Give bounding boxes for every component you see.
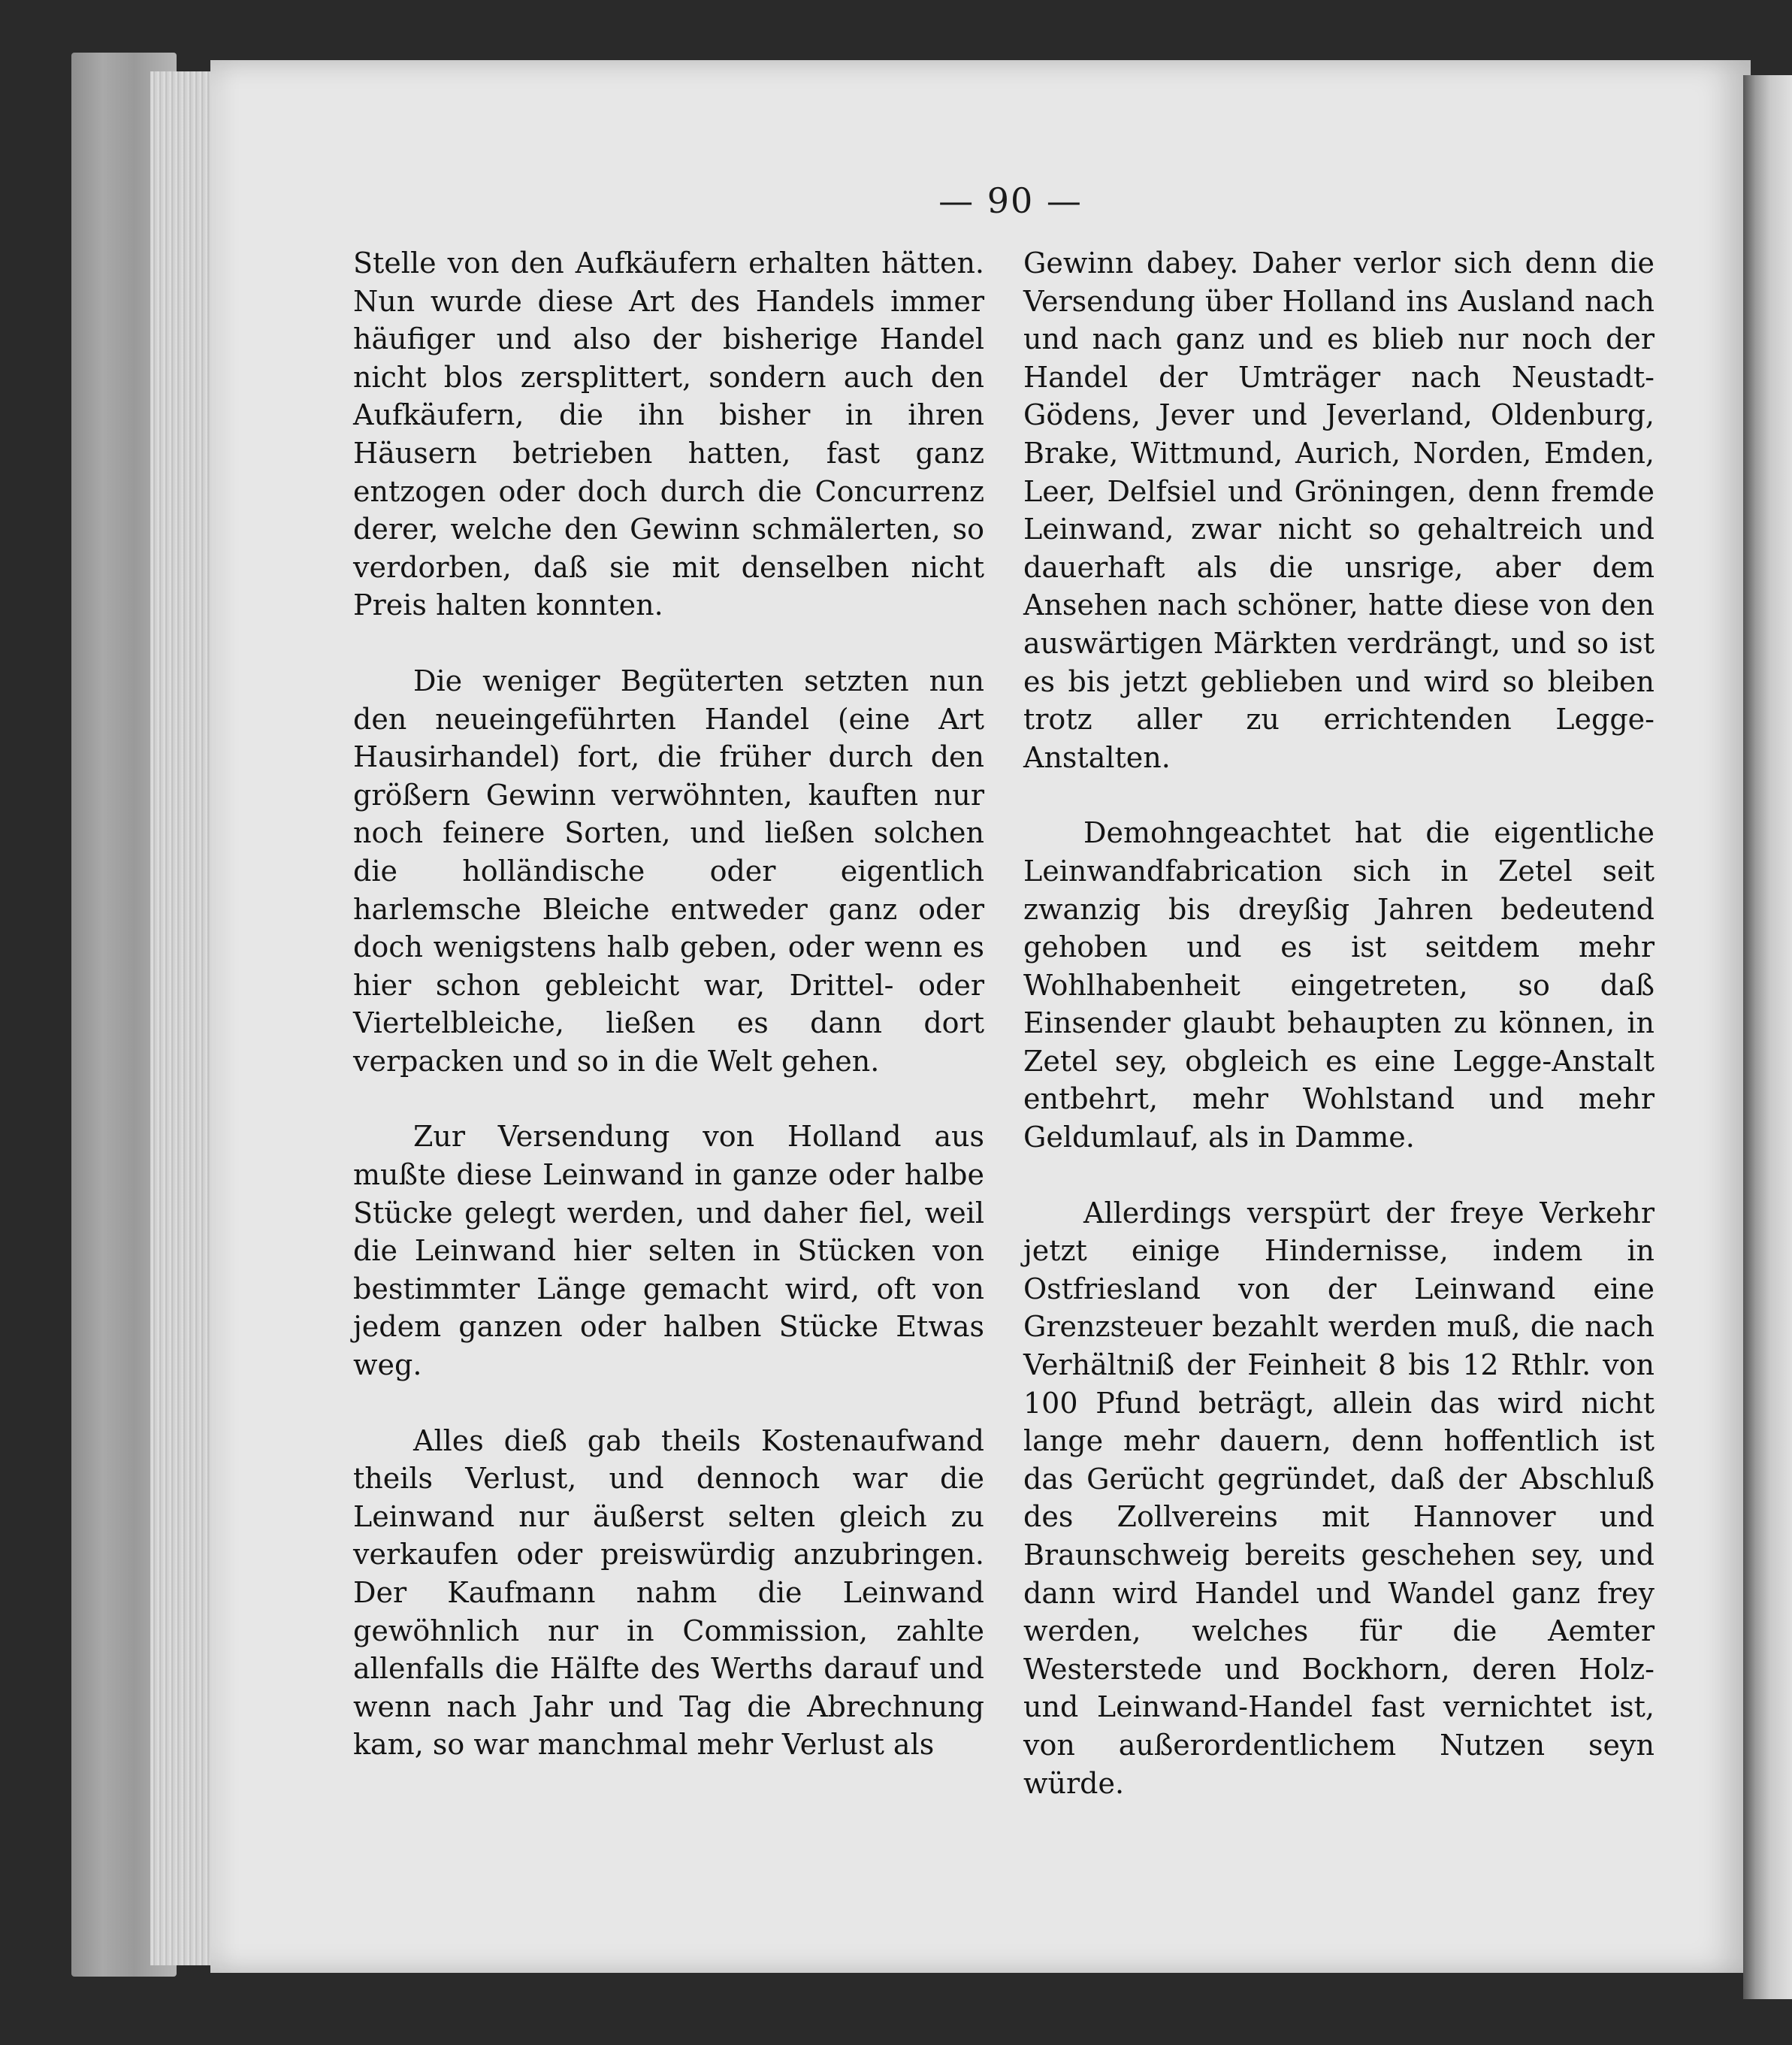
left-text-column xyxy=(353,244,984,1801)
paragraph: Gewinn dabey. Daher verlor sich denn die Versendung über Holland ins Ausland nach und nach ganz und es blieb nur noch der Handel der Umträger nach Neustadt-Gödens, Jever und Jeverland, Oldenburg, Brake, Wittmund, Aurich, Norden, Emden, Leer, Delfsiel und Gröningen, denn fremde Leinwand, zwar nicht so gehaltreich und dauerhaft als die unsrige, aber dem Ansehen nach schöner, hatte diese von den auswärtigen Märkten verdrängt, und so ist es bis jetzt geblieben und wird so bleiben trotz aller zu errichtenden Legge-Anstalten. xyxy=(1023,247,1655,774)
stacked-page-edges xyxy=(150,71,218,1965)
paragraph: Alles dieß gab theils Kostenaufwand theils Verlust, und dennoch war die Leinwand nur äußerst selten gleich zu verkaufen oder preiswürdig anzubringen. Der Kaufmann nahm die Leinwand gewöhnlich nur in Commission, zahlte allenfalls die Hälfte des Werths darauf und wenn nach Jahr und Tag die Abrechnung kam, so war manchmal mehr Verlust als xyxy=(353,1423,984,1762)
paragraph: Stelle von den Aufkäufern erhalten hätten. Nun wurde diese Art des Handels immer häufiger und also der bisherige Handel nicht blos zersplittert, sondern auch den Aufkäufern, die ihn bisher in ihren Häusern betrieben hatten, fast ganz entzogen oder doch durch die Concurrenz derer, welche den Gewinn schmälerten, so verdorben, daß sie mit denselben nicht Preis halten konnten. xyxy=(353,247,984,622)
paragraph: Zur Versendung von Holland aus mußte diese Leinwand in ganze oder halbe Stücke gelegt werden, und daher fiel, weil die Leinwand hier selten in Stücken von bestimmter Länge gemacht wird, oft von jedem ganzen oder halben Stücke Etwas weg. xyxy=(353,1120,984,1382)
right-text-column xyxy=(1023,244,1655,1840)
book-gutter xyxy=(1743,75,1792,1999)
paragraph: Die weniger Begüterten setzten nun den neueingeführten Handel (eine Art Hausirhandel) fort, die früher durch den größern Gewinn verwöhnten, kauften nur noch feinere Sorten, und ließen solchen die holländische oder eigentlich harlemsche Bleiche entweder ganz oder doch wenigstens halb geben, oder wenn es hier schon gebleicht war, Drittel- oder Viertelbleiche, ließen es dann dort verpacken und so in die Welt gehen. xyxy=(353,664,984,1078)
page-number: — 90 — xyxy=(938,180,1083,221)
paragraph: Demohngeachtet hat die eigentliche Leinwandfabrication sich in Zetel seit zwanzig bis dreyßig Jahren bedeutend gehoben und es ist seitdem mehr Wohlhabenheit eingetreten, so daß Einsender glaubt behaupten zu können, in Zetel sey, obgleich es eine Legge-Anstalt entbehrt, mehr Wohlstand und mehr Geldumlauf, als in Damme. xyxy=(1023,816,1655,1154)
paragraph: Allerdings verspürt der freye Verkehr jetzt einige Hindernisse, indem in Ostfriesland von der Leinwand eine Grenzsteuer bezahlt werden muß, die nach Verhältniß der Feinheit 8 bis 12 Rthlr. von 100 Pfund beträgt, allein das wird nicht lange mehr dauern, denn hoffentlich ist das Gerücht gegründet, daß der Abschluß des Zollvereins mit Hannover und Braunschweig bereits geschehen sey, und dann wird Handel und Wandel ganz frey werden, welches für die Aemter Westerstede und Bockhorn, deren Holz- und Leinwand-Handel fast vernichtet ist, von außerordentlichem Nutzen seyn würde. xyxy=(1023,1196,1655,1800)
